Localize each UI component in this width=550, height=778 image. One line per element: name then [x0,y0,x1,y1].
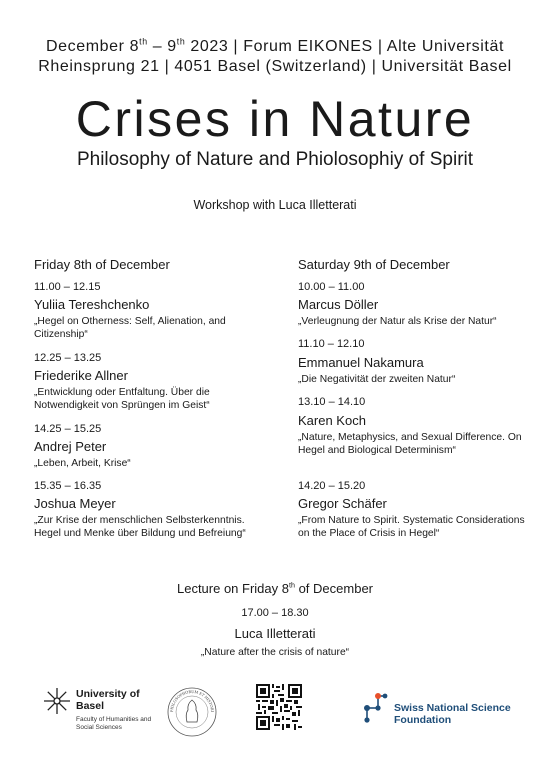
session-talk: „Hegel on Otherness: Self, Alienation, and Citizenship“ [34,316,226,340]
session-time: 14.25 – 15.25 [34,423,102,435]
page-title: Crises in Nature [75,91,475,147]
lecture-time: 17.00 – 18.30 [241,607,309,619]
session-speaker: Joshua Meyer [34,496,116,511]
seal-icon [166,686,218,738]
lecture-speaker: Luca Illetterati [234,626,316,641]
lecture-talk: „Nature after the crisis of nature“ [200,647,350,658]
event-date-venue: December 8th – 9th 2023 | Forum EIKONES | Alte Universität [46,36,504,55]
page-subtitle: Philosophy of Nature and Phiolosophiy of Spirit [76,149,474,170]
session-speaker: Friederike Allner [34,368,128,383]
snsf-logo [358,690,518,730]
workshop-line: Workshop with Luca Illetterati [193,198,357,212]
session-time: 11.10 – 12.10 [298,338,365,350]
session-time: 14.20 – 15.20 [298,480,366,492]
saturday-heading: Saturday 9th of December [298,257,450,272]
basel-star-icon [42,686,72,716]
event-address: Rheinsprung 21 | 4051 Basel (Switzerland) | Universität Basel [38,58,512,75]
session-talk: „Leben, Arbeit, Krise“ [34,458,131,469]
faculty-name: Faculty of Humanities and Social Sciences [76,716,152,731]
session-talk: „Entwicklung oder Entfaltung. Über die Notwendigkeit von Sprüngen im Geist“ [34,387,210,411]
snsf-network-icon [358,690,388,726]
university-basel-logo [42,686,162,738]
session-talk: „Nature, Metaphysics, and Sexual Difference. On Hegel and Biological Determinism“ [298,432,522,456]
session-time: 10.00 – 11.00 [298,281,365,293]
session-time: 15.35 – 16.35 [34,480,102,492]
lecture-heading: Lecture on Friday 8th of December [176,581,374,596]
session-talk: „From Nature to Spirit. Systematic Considerations on the Place of Crisis in Hegel“ [298,515,525,539]
session-speaker: Marcus Döller [298,297,379,312]
university-basel-name: University of Basel [76,688,140,712]
friday-heading: Friday 8th of December [34,257,170,272]
session-speaker: Yuliia Tereshchenko [34,297,150,312]
session-talk: „Zur Krise der menschlichen Selbsterkenntnis. Hegel und Menke über Bildung und Befreiung“ [34,515,246,539]
snsf-name: Swiss National Science Foundation [394,702,511,726]
svg-text:PHILOSOPHORUM ET HISTORICORUM: PHILOSOPHORUM ET HISTORI [168,688,216,713]
session-speaker: Emmanuel Nakamura [298,355,424,370]
session-speaker: Karen Koch [298,413,366,428]
session-talk: „Die Negativität der zweiten Natur“ [298,374,456,385]
session-speaker: Gregor Schäfer [298,496,387,511]
qr-code-icon [256,684,302,730]
faculty-seal [166,686,218,738]
session-time: 11.00 – 12.15 [34,281,101,293]
session-speaker: Andrej Peter [34,439,107,454]
session-time: 12.25 – 13.25 [34,352,102,364]
session-talk: „Verleugnung der Natur als Krise der Natur“ [298,316,497,327]
session-time: 13.10 – 14.10 [298,396,366,408]
